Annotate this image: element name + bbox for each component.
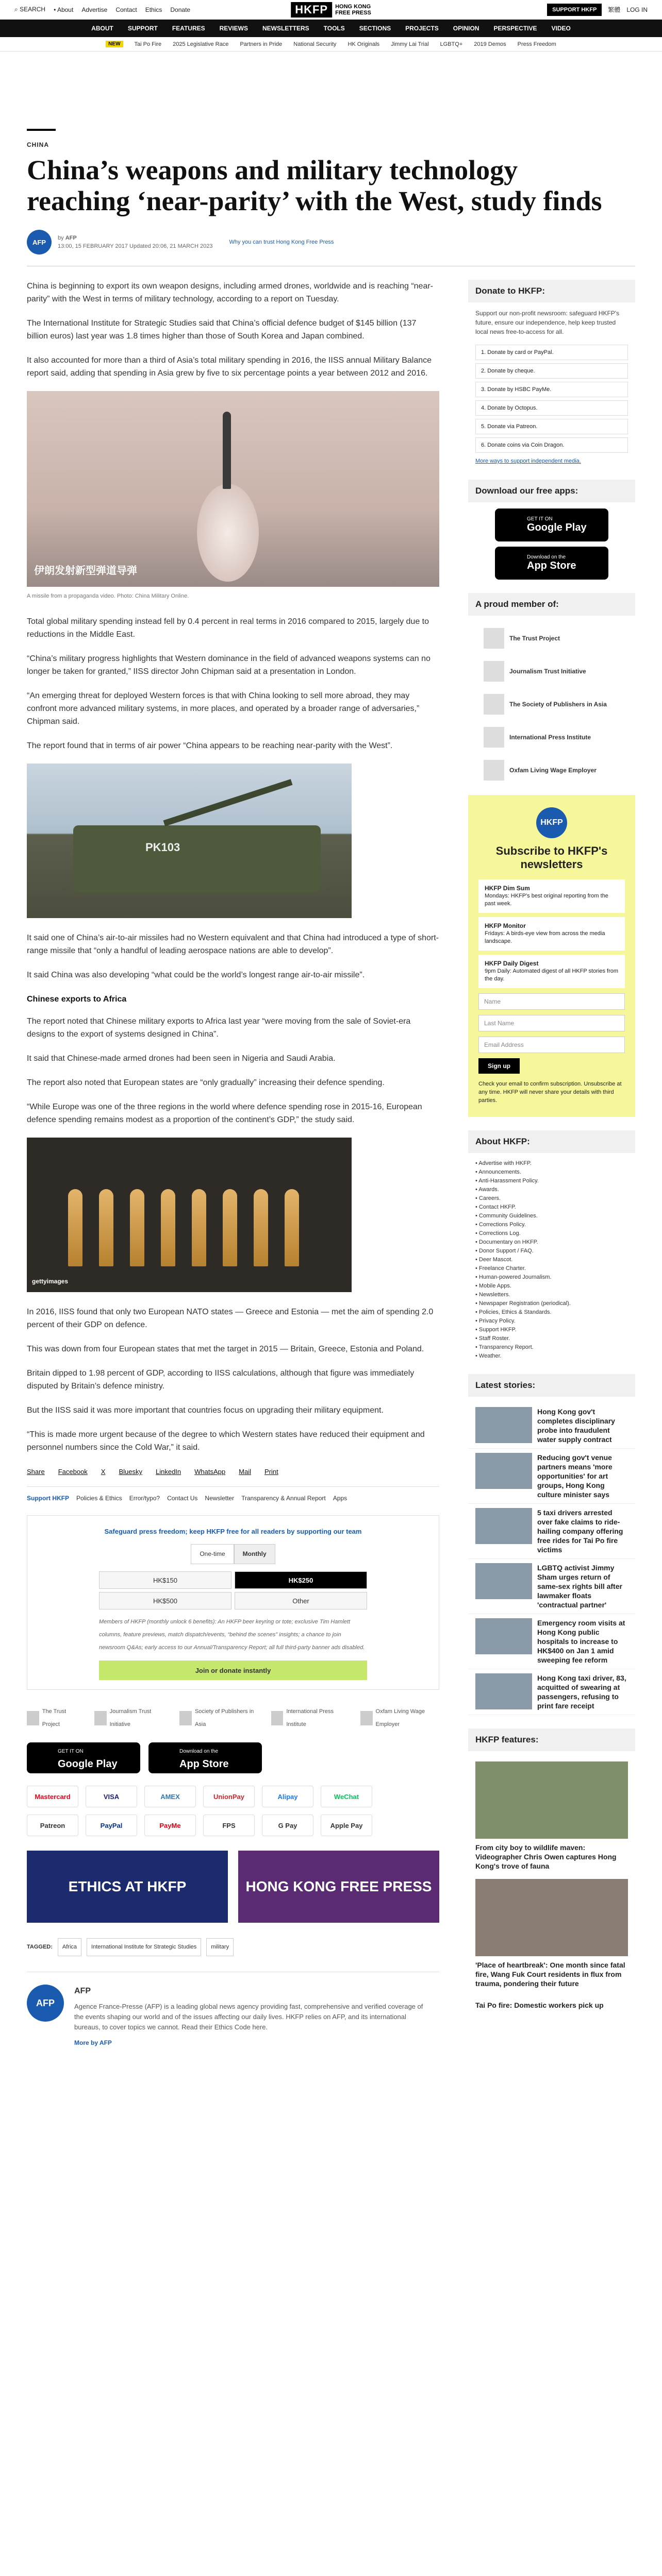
payment-methods — [27, 1786, 439, 1836]
donate-option[interactable]: 6. Donate coins via Coin Dragon. — [475, 437, 628, 453]
search-label: SEARCH — [20, 6, 46, 13]
latest-story[interactable]: LGBTQ activist Jimmy Sham urges return of same-sex rights bill after lawmaker floats 'contractual partner' — [468, 1559, 635, 1614]
donate-widget — [27, 1515, 439, 1690]
about-link[interactable]: • Newspaper Registration (periodical). — [475, 1300, 571, 1307]
monthly-option[interactable]: Monthly — [234, 1544, 275, 1564]
paragraph: But the IISS said it was more important that countries focus on upgrading their military equipment. — [27, 1406, 384, 1415]
trending-item[interactable]: HK Originals — [347, 41, 380, 47]
paragraph: The report also noted that European states are “only gradually” increasing their defence spending. — [27, 1078, 385, 1087]
apps-heading: Download our free apps: — [468, 480, 635, 502]
feature-image — [475, 1761, 628, 1839]
hkfp-banner[interactable]: HONG KONG FREE PRESS — [238, 1851, 439, 1923]
latest-story[interactable]: Hong Kong gov't completes disciplinary probe into fraudulent water supply contract — [468, 1403, 635, 1449]
nav-opinion[interactable]: OPINION — [453, 25, 479, 32]
sidebar — [468, 280, 635, 2049]
badge[interactable]: International Press Institute — [271, 1705, 345, 1731]
byline-meta: by AFP 13:00, 15 FEBRUARY 2017 Updated 20:06, 21 MARCH 2023 — [58, 235, 213, 249]
feature-story[interactable]: Tai Po fire: Domestic workers pick up — [475, 2001, 604, 2009]
nav-newsletters[interactable]: NEWSLETTERS — [262, 25, 309, 32]
nav-perspective[interactable]: PERSPECTIVE — [493, 25, 537, 32]
payment-icon[interactable]: Apple Pay — [321, 1815, 372, 1836]
about-link[interactable]: • Freelance Charter. — [475, 1265, 526, 1272]
nav-reviews[interactable]: REVIEWS — [219, 25, 248, 32]
member-item[interactable]: Journalism Trust Initiative — [468, 655, 635, 688]
trending-item[interactable]: Press Freedom — [517, 41, 556, 47]
bullet-shape — [130, 1189, 144, 1266]
about-link[interactable]: • Transparency Report. — [475, 1344, 534, 1350]
bullet-shape — [285, 1189, 299, 1266]
sopa-icon — [179, 1711, 192, 1725]
bullet-shape — [192, 1189, 206, 1266]
section-label[interactable]: CHINA — [27, 141, 49, 148]
one-time-option[interactable]: One-time — [191, 1544, 234, 1564]
story-thumbnail — [475, 1563, 532, 1599]
jti-icon — [484, 661, 504, 682]
ipi-icon — [271, 1711, 284, 1725]
paragraph: In 2016, IISS found that only two European NATO states — Greece and Estonia — met the aim of spending 2.0 percent of their GDP on defence. — [27, 1308, 434, 1329]
about-link[interactable]: • Advertise with HKFP. — [475, 1160, 532, 1166]
more-by-author-link[interactable]: More by AFP — [74, 2039, 112, 2046]
bullet-shape — [161, 1189, 175, 1266]
donate-title: Safeguard press freedom; keep HKFP free for all readers by supporting our team — [104, 1528, 362, 1535]
about-link[interactable]: • Staff Roster. — [475, 1335, 510, 1342]
about-link[interactable]: • Anti-Harassment Policy. — [475, 1178, 539, 1184]
paragraph: The report found that in terms of air power “China appears to be reaching near-parity with the West”. — [27, 741, 393, 750]
paragraph: China is beginning to export its own weapon designs, including armed drones, worldwide and is reaching “near-parity” with the West in terms of military technology, according to a report on Tuesday. — [27, 282, 434, 303]
trending-nav — [0, 37, 662, 52]
paragraph: This was down from four European states that met the target in 2015 — Britain, Greece, Estonia and Poland. — [27, 1345, 424, 1353]
latest-story[interactable]: Hong Kong taxi driver, 83, acquitted of swearing at passengers, refusing to print fare receipt — [468, 1669, 635, 1715]
paragraph: “An emerging threat for deployed Western forces is that with China looking to sell more abroad, they may confront more advanced military systems, in more places, and operated by a broader range of adversaries,” Chipman said. — [27, 691, 420, 726]
trust-project-icon — [27, 1711, 39, 1725]
donate-option[interactable]: 4. Donate by Octopus. — [475, 400, 628, 416]
transparency-link[interactable]: Transparency & Annual Report — [241, 1495, 326, 1502]
newsletter-signup — [468, 795, 635, 1117]
bullet-shape — [99, 1189, 113, 1266]
share-bluesky[interactable]: Bluesky — [119, 1468, 142, 1476]
features-heading: HKFP features: — [468, 1728, 635, 1751]
trust-project-icon — [484, 628, 504, 649]
about-list — [468, 1159, 635, 1361]
app-stores — [27, 1742, 439, 1773]
donate-intro: Support our non-profit newsroom: safeguard HKFP's future, ensure our independence, help keep trusted local news free-to-access for all. — [475, 310, 620, 335]
payment-icon[interactable]: Alipay — [262, 1786, 313, 1807]
photo-overlay-text: 伊朗发射新型弹道导弹 — [34, 565, 137, 577]
about-link[interactable]: • Contact HKFP. — [475, 1204, 516, 1210]
payment-icon[interactable]: Mastercard — [27, 1786, 78, 1807]
nav-about[interactable]: ABOUT — [91, 25, 113, 32]
promo-banners — [27, 1851, 439, 1923]
payment-icon[interactable]: UnionPay — [203, 1786, 255, 1807]
payment-icon[interactable]: VISA — [86, 1786, 137, 1807]
missile-photo — [27, 391, 439, 587]
share-linkedin[interactable]: LinkedIn — [156, 1468, 181, 1476]
about-link[interactable]: • Policies, Ethics & Standards. — [475, 1309, 552, 1315]
donate-link[interactable]: Donate — [170, 6, 191, 13]
content-columns — [27, 280, 635, 2049]
logo-mark: HKFP — [291, 2, 332, 18]
about-link[interactable]: • Corrections Log. — [475, 1230, 521, 1236]
member-item[interactable]: Oxfam Living Wage Employer — [468, 754, 635, 787]
new-badge: NEW — [106, 41, 123, 47]
trending-item[interactable]: National Security — [293, 41, 337, 47]
tag[interactable]: International Institute for Strategic Studies — [87, 1938, 201, 1956]
newsletter-note: Check your email to confirm subscription. Unsubscribe at any time. HKFP will never share your details with third parties. — [478, 1081, 622, 1104]
newsletter-option[interactable]: HKFP Daily Digest 9pm Daily: Automated digest of all HKFP stories from the day. — [478, 955, 625, 988]
missile-shape — [223, 412, 231, 489]
advertise-link[interactable]: Advertise — [81, 6, 108, 13]
ipi-icon — [484, 727, 504, 748]
newsletter-option[interactable]: HKFP Monitor Fridays: A birds-eye view from across the media landscape. — [478, 917, 625, 951]
nav-video[interactable]: VIDEO — [551, 25, 571, 32]
member-heading: A proud member of: — [468, 593, 635, 616]
search-button[interactable]: ⌕ SEARCH — [14, 6, 46, 13]
badge[interactable]: Journalism Trust Initiative — [94, 1705, 164, 1731]
tank-photo — [27, 764, 352, 918]
share-mail[interactable]: Mail — [239, 1468, 251, 1476]
oxfam-icon — [484, 760, 504, 781]
story-thumbnail — [475, 1453, 532, 1489]
nav-features[interactable]: FEATURES — [172, 25, 205, 32]
paragraph: The International Institute for Strategic Studies said that China’s official defence budget of $145 billion (137 billion euros) last year was 1.8 times higher than those of South Korea and Japan combined. — [27, 319, 417, 341]
author-box — [27, 1972, 439, 2049]
amount-option[interactable]: Other — [235, 1592, 367, 1609]
photo-credit: gettyimages — [32, 1278, 69, 1285]
author-box-name[interactable]: AFP — [74, 1987, 91, 1995]
footer-links — [27, 1486, 439, 1505]
about-link[interactable]: • Weather. — [475, 1353, 502, 1359]
bullet-shape — [68, 1189, 82, 1266]
membership-note: Members of HKFP (monthly unlock 6 benefits): An HKFP beer keyring or tote; exclusive Tim Hamlett columns, feature previews, match dispatch/events, “behind the scenes” insights; a chance to join newsroom Q&As; early access to our Annual/Transparency Report; all full third-party banner ads disabled. — [99, 1619, 365, 1651]
signup-button[interactable]: Sign up — [478, 1058, 520, 1074]
ethics-link[interactable]: Ethics — [145, 6, 162, 13]
last-name-field[interactable]: Last Name — [478, 1015, 625, 1031]
author-name[interactable]: AFP — [65, 235, 77, 241]
tank-shape — [73, 825, 321, 892]
about-link[interactable]: • Mobile Apps. — [475, 1283, 511, 1289]
payment-icon[interactable]: PayPal — [86, 1815, 137, 1836]
about-link[interactable]: • Awards. — [475, 1187, 499, 1193]
paragraph: It said one of China’s air-to-air missiles had no Western equivalent and that China had introduced a type of short-range missile that “only a handful of leading aerospace nations are able to develop”. — [27, 934, 439, 955]
newsletter-option[interactable]: HKFP Dim Sum Mondays: HKFP's best original reporting from the past week. — [478, 879, 625, 913]
byline — [27, 230, 635, 255]
ammunition-photo — [27, 1138, 352, 1292]
top-bar — [0, 0, 662, 20]
tagged-label: TAGGED: — [27, 1944, 53, 1950]
language-link[interactable]: 繁體 — [608, 6, 621, 13]
paragraph: Britain dipped to 1.98 percent of GDP, according to IISS calculations, although that figure was immediately disputed by Britain’s defence ministry. — [27, 1369, 415, 1391]
join-button[interactable]: Join or donate instantly — [99, 1660, 367, 1680]
article-title: China’s weapons and military technology reaching ‘near-parity’ with the West, study finds — [27, 155, 602, 216]
about-link[interactable]: • About — [54, 6, 74, 13]
main-nav — [0, 20, 662, 37]
author-box-desc: Agence France-Presse (AFP) is a leading global news agency providing fast, comprehensive and verified coverage of the events shaping our world and of the issues affecting our daily lives. HKFP relies on AFP, and its international bureaus, to cover topics we cannot. Read their Ethics Code here. — [74, 2003, 423, 2031]
badge[interactable]: The Trust Project — [27, 1705, 79, 1731]
login-link[interactable]: LOG IN — [626, 6, 648, 13]
member-item[interactable]: The Trust Project — [468, 622, 635, 655]
share-bar — [27, 1465, 439, 1478]
payment-icon[interactable]: FPS — [203, 1815, 255, 1836]
paragraph: Total global military spending instead fell by 0.4 percent in real terms in 2016 compared to 2015, largely due to reductions in the Middle East. — [27, 617, 429, 639]
about-link[interactable]: • Deer Mascot. — [475, 1257, 513, 1263]
paragraph: “China’s military progress highlights that Western dominance in the field of advanced weapons systems can no longer be taken for granted,” IISS director John Chipman said at a presentation in London. — [27, 654, 431, 676]
about-heading: About HKFP: — [468, 1130, 635, 1153]
smoke-plume — [197, 484, 259, 582]
latest-story[interactable]: Reducing gov't venue partners means 'more opportunities' for art groups, Hong Kong culture minister says — [468, 1449, 635, 1504]
paragraph: It said that Chinese-made armed drones had been seen in Nigeria and Saudi Arabia. — [27, 1054, 336, 1063]
share-x[interactable]: X — [101, 1468, 106, 1476]
paragraph: It said China was also developing “what could be the world’s longest range air-to-air missile”. — [27, 971, 365, 979]
app-store-button[interactable]: Download on the App Store — [495, 547, 608, 580]
share-whatsapp[interactable]: WhatsApp — [194, 1468, 226, 1476]
ethics-banner[interactable]: ETHICS AT HKFP — [27, 1851, 228, 1923]
support-button[interactable]: SUPPORT HKFP — [547, 4, 602, 16]
page-wrap — [27, 129, 635, 2049]
about-link[interactable]: • Donor Support / FAQ. — [475, 1248, 534, 1254]
google-play-button[interactable]: GET IT ON Google Play — [27, 1742, 140, 1773]
author-box-avatar[interactable]: AFP — [27, 1985, 64, 2022]
latest-story[interactable]: Emergency room visits at Hong Kong public hospitals to increase to HK$400 on Jan 1 amid sweeping fee reform — [468, 1614, 635, 1669]
story-thumbnail — [475, 1673, 532, 1709]
about-link[interactable]: • Newsletters. — [475, 1292, 510, 1298]
amount-option[interactable]: HK$250 — [235, 1571, 367, 1589]
bullet-shape — [223, 1189, 237, 1266]
nav-sections[interactable]: SECTIONS — [359, 25, 391, 32]
share-print[interactable]: Print — [264, 1468, 278, 1476]
member-badges — [27, 1705, 439, 1731]
more-ways-link[interactable]: More ways to support independent media. — [475, 458, 581, 464]
about-link[interactable]: • Careers. — [475, 1195, 501, 1201]
amount-grid — [99, 1571, 367, 1609]
site-logo[interactable] — [291, 2, 371, 18]
tag-list — [27, 1938, 439, 1956]
donate-option[interactable]: 3. Donate by HSBC PayMe. — [475, 382, 628, 397]
trending-item[interactable]: Jimmy Lai Trial — [391, 41, 429, 47]
amount-option[interactable]: HK$500 — [99, 1592, 231, 1609]
author-avatar[interactable]: AFP — [27, 230, 52, 255]
about-link[interactable]: • Human-powered Journalism. — [475, 1274, 552, 1280]
newsletter-link[interactable]: Newsletter — [205, 1495, 235, 1502]
story-thumbnail — [475, 1618, 532, 1654]
jti-icon — [94, 1711, 107, 1725]
feature-image — [475, 1879, 628, 1956]
story-thumbnail — [475, 1508, 532, 1544]
nav-support[interactable]: SUPPORT — [127, 25, 158, 32]
donate-heading: Donate to HKFP: — [468, 280, 635, 302]
donate-option[interactable]: 1. Donate by card or PayPal. — [475, 345, 628, 360]
apps-link[interactable]: Apps — [333, 1495, 347, 1502]
name-field[interactable]: Name — [478, 993, 625, 1010]
error-link[interactable]: Error/typo? — [129, 1495, 160, 1502]
share-label: Share — [27, 1468, 45, 1476]
nav-tools[interactable]: TOOLS — [323, 25, 345, 32]
about-link[interactable]: • Documentary on HKFP. — [475, 1239, 538, 1245]
google-play-button[interactable]: GET IT ON Google Play — [495, 509, 608, 541]
contact-us-link[interactable]: Contact Us — [167, 1495, 198, 1502]
about-link[interactable]: • Community Guidelines. — [475, 1213, 538, 1219]
trust-link[interactable]: Why you can trust Hong Kong Free Press — [229, 239, 334, 245]
policies-link[interactable]: Policies & Ethics — [76, 1495, 122, 1502]
share-facebook[interactable]: Facebook — [58, 1468, 88, 1476]
newsletter-title: Subscribe to HKFP's newsletters — [495, 844, 608, 871]
paragraph: “While Europe was one of the three regions in the world where defence spending rose in 2015-16, European defence spending remains modest as a proportion of the continent’s GDP,” the study said. — [27, 1103, 422, 1124]
app-store-button[interactable]: Download on the App Store — [148, 1742, 262, 1773]
frequency-toggle — [39, 1544, 427, 1564]
email-field[interactable]: Email Address — [478, 1037, 625, 1053]
logo-text: HONG KONG FREE PRESS — [335, 4, 371, 16]
trending-item[interactable]: LGBTQ+ — [440, 41, 463, 47]
about-link[interactable]: • Support HKFP. — [475, 1327, 517, 1333]
article-body — [27, 280, 439, 2049]
payment-icon[interactable]: Patreon — [27, 1815, 78, 1836]
hkfp-badge-icon: HKFP — [536, 807, 567, 838]
payment-icon[interactable]: WeChat — [321, 1786, 372, 1807]
payment-icon[interactable]: AMEX — [144, 1786, 196, 1807]
tag[interactable]: Africa — [58, 1938, 81, 1956]
tank-barrel — [163, 779, 293, 826]
subheading: Chinese exports to Africa — [27, 995, 127, 1004]
feature-story[interactable]: From city boy to wildlife maven: Videographer Chris Owen captures Hong Kong's trove of fauna — [468, 1757, 635, 1875]
story-thumbnail — [475, 1407, 532, 1443]
nav-projects[interactable]: PROJECTS — [405, 25, 439, 32]
paragraph: “This is made more urgent because of the degree to which Western states have reduced their equipment and personnel numbers since the Cold War,” it said. — [27, 1430, 425, 1452]
publish-dates: 13:00, 15 FEBRUARY 2017 Updated 20:06, 21 MARCH 2023 — [58, 243, 213, 249]
badge[interactable]: Oxfam Living Wage Employer — [360, 1705, 439, 1731]
paragraph: The report noted that Chinese military exports to Africa last year “were moving from the sale of Soviet-era designs to the export of systems designed in China”. — [27, 1017, 411, 1039]
trending-item[interactable]: Tai Po Fire — [134, 41, 162, 47]
photo-caption: A missile from a propaganda video. Photo: China Military Online. — [27, 593, 189, 599]
latest-heading: Latest stories: — [468, 1374, 635, 1397]
contact-link[interactable]: Contact — [115, 6, 137, 13]
payment-icon[interactable]: G Pay — [262, 1815, 313, 1836]
about-link[interactable]: • Announcements. — [475, 1169, 521, 1175]
trending-item[interactable]: Partners in Pride — [240, 41, 283, 47]
badge[interactable]: Society of Publishers in Asia — [179, 1705, 255, 1731]
donate-option[interactable]: 5. Donate via Patreon. — [475, 419, 628, 434]
about-link[interactable]: • Corrections Policy. — [475, 1222, 526, 1228]
bullet-shape — [254, 1189, 268, 1266]
tank-marking: PK103 — [145, 841, 180, 854]
donate-option[interactable]: 2. Donate by cheque. — [475, 363, 628, 379]
paragraph: It also accounted for more than a third of Asia’s total military spending in 2016, the IISS annual Military Balance report said, adding that spending in Asia grew by five to six percentage points a year between 2012 and 2016. — [27, 356, 432, 378]
amount-option[interactable]: HK$150 — [99, 1571, 231, 1589]
payment-icon[interactable]: PayMe — [144, 1815, 196, 1836]
oxfam-icon — [360, 1711, 373, 1725]
latest-story[interactable]: 5 taxi drivers arrested over fake claims to ride-hailing company offering free rides for Tai Po fire victims — [468, 1504, 635, 1559]
trending-item[interactable]: 2025 Legislative Race — [173, 41, 229, 47]
tag[interactable]: military — [206, 1938, 234, 1956]
title-rule — [27, 129, 56, 131]
member-item[interactable]: International Press Institute — [468, 721, 635, 754]
sopa-icon — [484, 694, 504, 715]
support-link[interactable]: Support HKFP — [27, 1495, 69, 1502]
feature-story[interactable]: 'Place of heartbreak': One month since fatal fire, Wang Fuk Court residents in flux from trauma, pondering their future — [468, 1875, 635, 1992]
trending-item[interactable]: 2019 Demos — [474, 41, 506, 47]
member-item[interactable]: The Society of Publishers in Asia — [468, 688, 635, 721]
about-link[interactable]: • Privacy Policy. — [475, 1318, 516, 1324]
